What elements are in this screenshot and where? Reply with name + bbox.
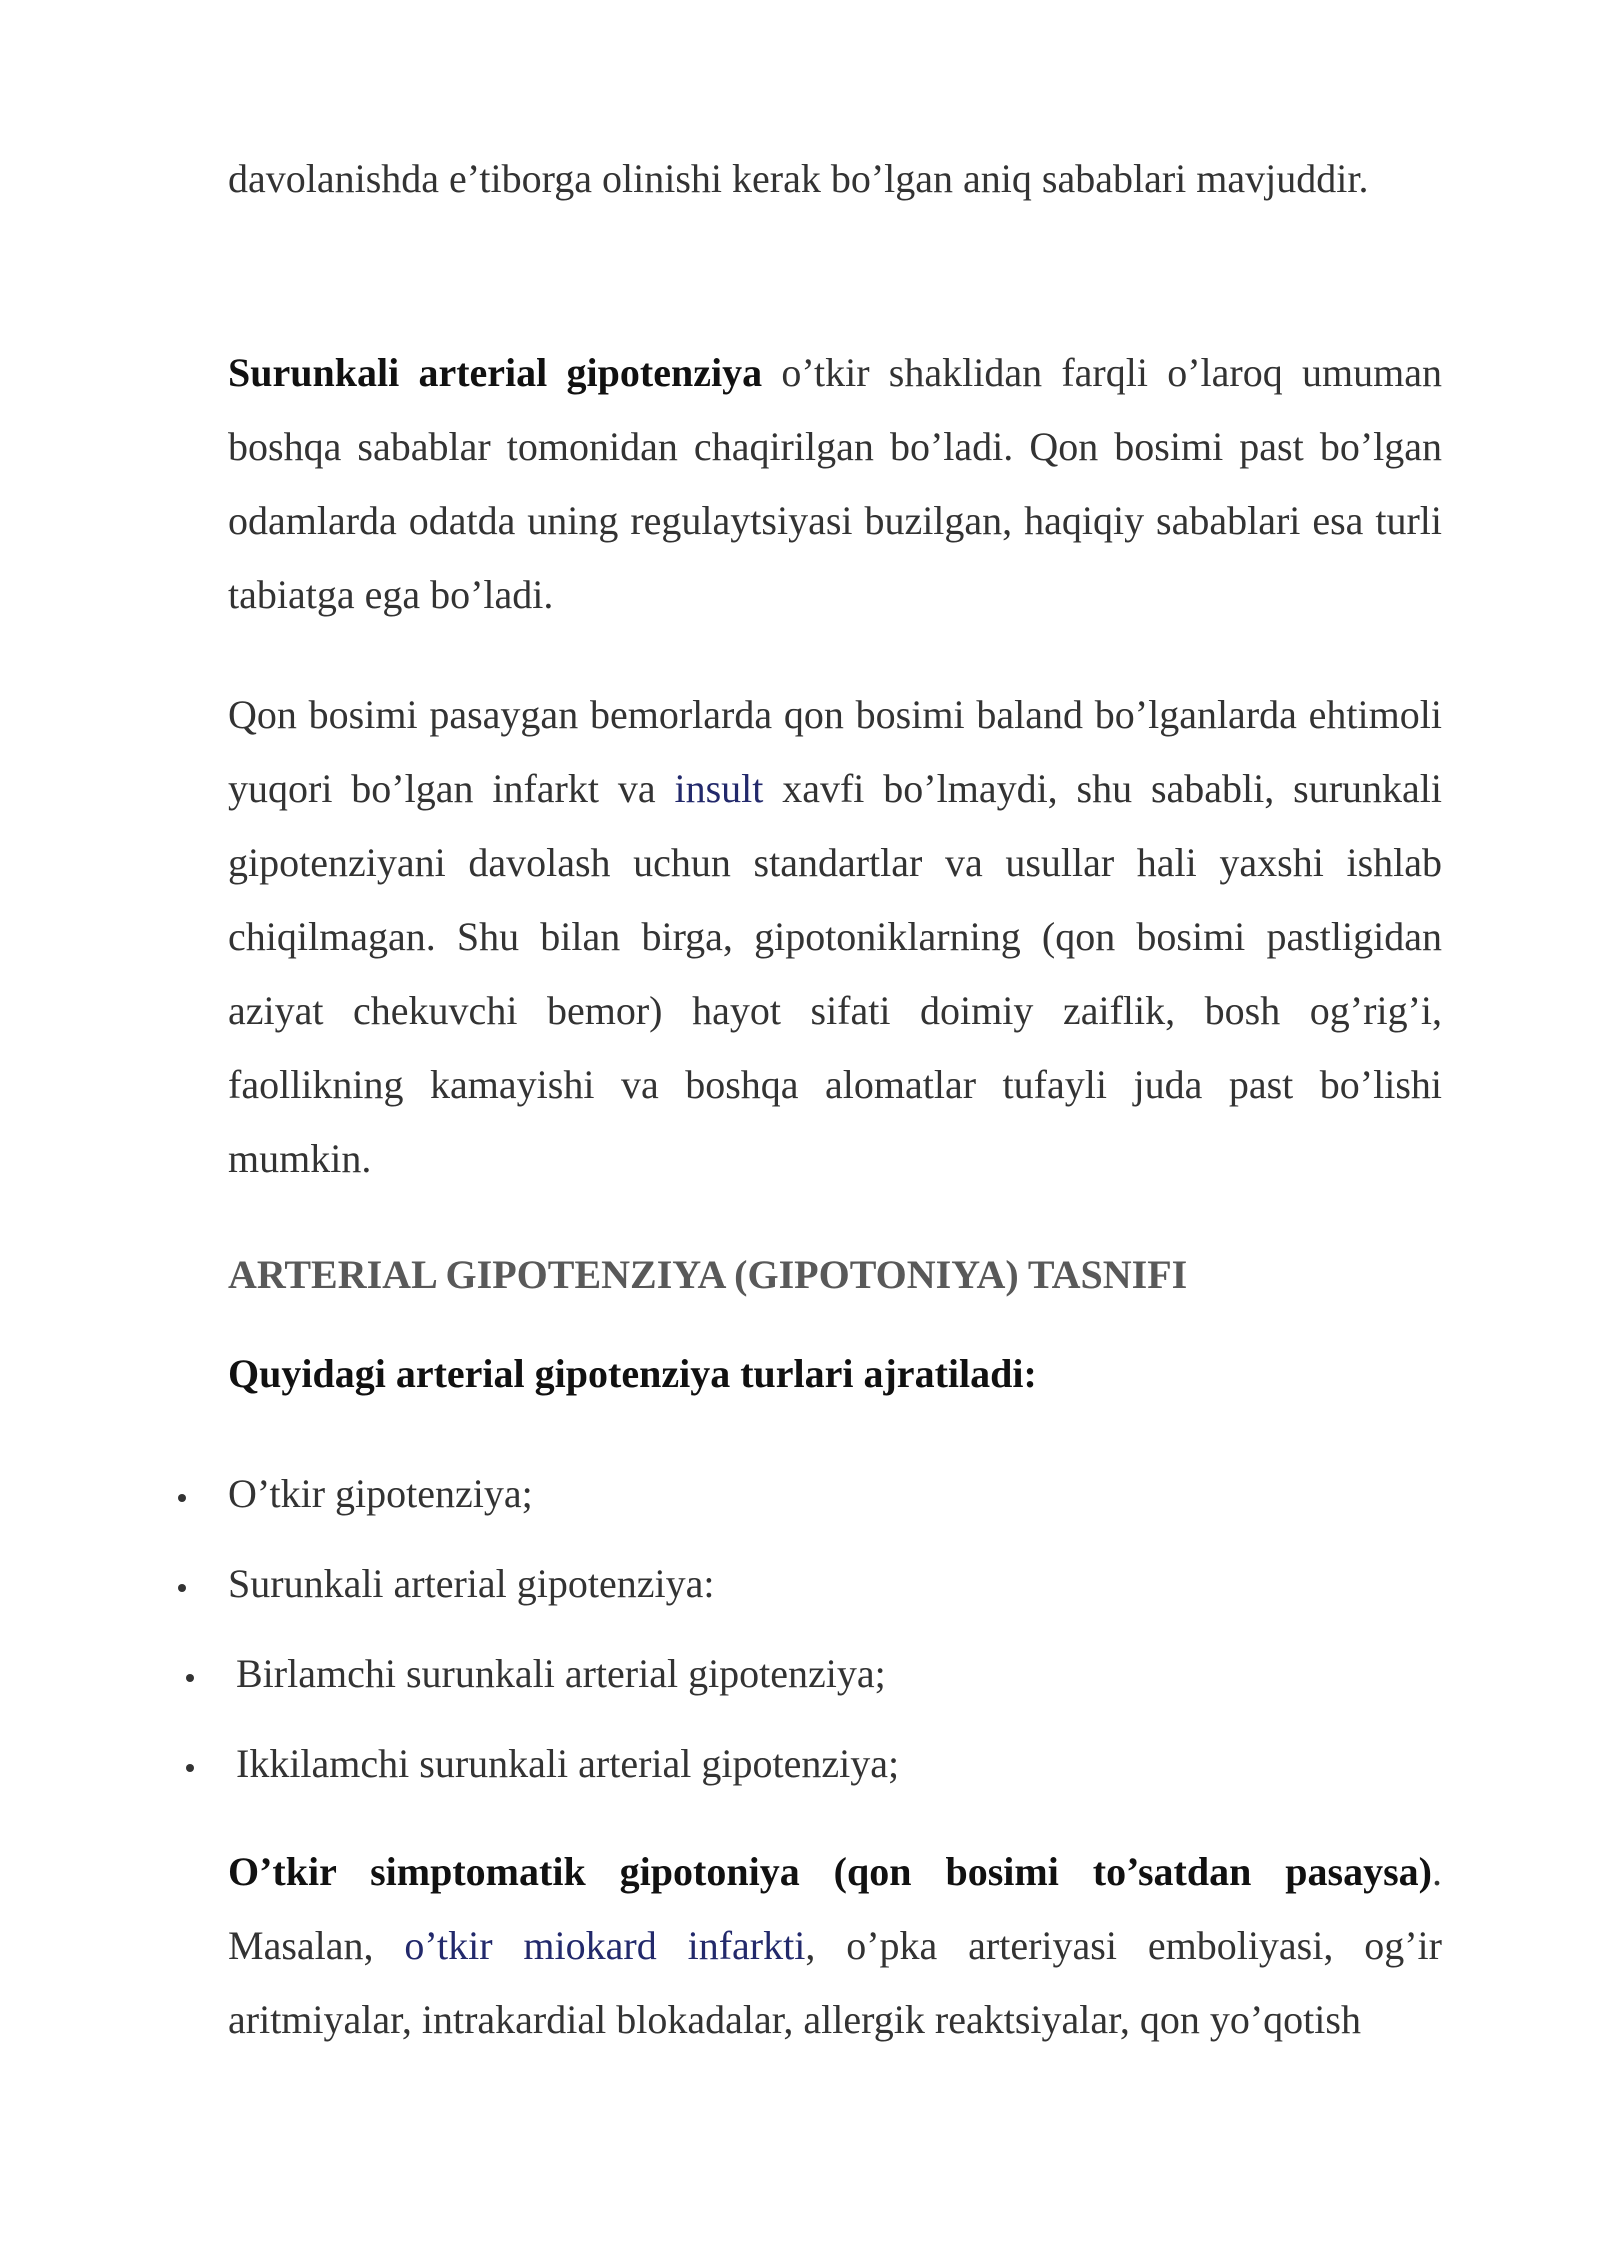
section-heading: ARTERIAL GIPOTENZIYA (GIPOTONIYA) TASNIFI <box>228 1252 1188 1297</box>
paragraph-2-text: o’tkir shaklidan farqli o’laroq umuman boshqa sabablar tomonidan chaqirilgan bo’ladi. Qon bosimi past bo’lgan odamlarda odatda uning regulaytsiyasi buzilgan, haqiqiy sabablari esa turli tabiatga ega bo’ladi. <box>228 350 1442 617</box>
subheading-block <box>228 1346 1442 1402</box>
paragraph-4-bold-term: O’tkir simptomatik gipotoniya (qon bosimi to’satdan pasaysa) <box>228 1849 1432 1894</box>
paragraph-4 <box>228 1835 1442 2057</box>
paragraph-1-text: davolanishda e’tiborga olinishi kerak bo’lgan aniq sabablari mavjuddir. <box>228 156 1369 201</box>
insult-link[interactable]: insult <box>674 766 764 811</box>
paragraph-3-text-before: Qon bosimi pasaygan bemorlarda qon bosimi baland bo’lganlarda ehtimoli yuqori bo’lgan infarkt va <box>228 692 1442 811</box>
list-item-label: Surunkali arterial gipotenziya: <box>228 1561 715 1606</box>
list-item-label: O’tkir gipotenziya; <box>228 1471 533 1516</box>
paragraph-2-bold-term: Surunkali arterial gipotenziya <box>228 350 763 395</box>
paragraph-1 <box>228 142 1442 216</box>
paragraph-3 <box>228 678 1442 1196</box>
section-heading-block <box>228 1247 1442 1303</box>
bullet-dot-icon <box>186 1674 194 1682</box>
subheading: Quyidagi arterial gipotenziya turlari ajratiladi: <box>228 1351 1037 1396</box>
paragraph-2-block <box>228 336 1442 632</box>
paragraph-4-dot: . <box>1432 1849 1442 1894</box>
paragraph-4-block <box>228 1835 1442 2057</box>
paragraph-4-text-before: Masalan, <box>228 1923 405 1968</box>
bullet-dot-icon <box>178 1494 186 1502</box>
paragraph-3-block <box>228 678 1442 1196</box>
paragraph-2 <box>228 336 1442 632</box>
miokard-infarkti-link[interactable]: o’tkir miokard infarkti <box>404 1923 806 1968</box>
list-item-label: Ikkilamchi surunkali arterial gipotenziya; <box>236 1741 900 1786</box>
bullet-dot-icon <box>178 1584 186 1592</box>
bullet-dot-icon <box>186 1764 194 1772</box>
paragraph-3-text-after: xavfi bo’lmaydi, shu sababli, surunkali gipotenziyani davolash uchun standartlar va usullar hali yaxshi ishlab chiqilmagan. Shu bilan birga, gipotoniklarning (qon bosimi pastligidan aziyat chekuvchi bemor) hayot sifati doimiy zaiflik, bosh og’rig’i, faollikning kamayishi va boshqa alomatlar tufayli juda past bo’lishi mumkin. <box>228 766 1443 1181</box>
paragraph-4-text-after: , o’pka arteriyasi emboliyasi, og’ir aritmiyalar, intrakardial blokadalar, allergik reaktsiyalar, qon yo’qotish <box>228 1923 1442 2042</box>
list-item-label: Birlamchi surunkali arterial gipotenziya; <box>236 1651 886 1696</box>
paragraph-1-block <box>228 142 1442 216</box>
